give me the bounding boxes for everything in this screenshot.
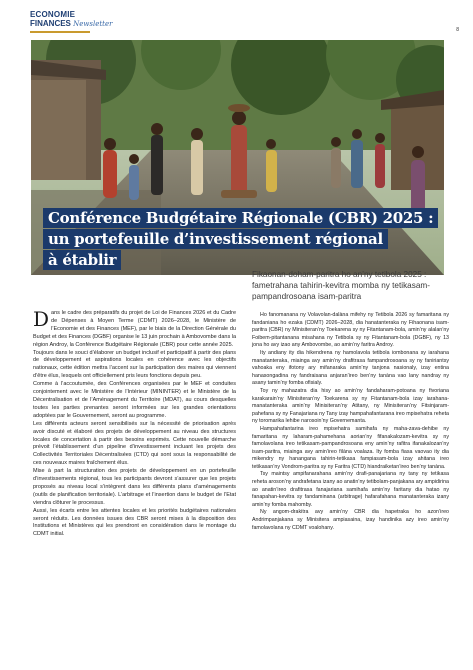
page-number: 8 [456,27,459,33]
french-paragraph: Aussi, les écarts entre les attentes locales et les priorités budgétaires nationales seront réduits. Les données issues des CBR seront mises à la disposition des Institutions et Ministères qui les prendront en considération dans le montage du CDMT initial. [33,507,236,538]
french-paragraph: Comme à l’accoutumée, des Conférences organisées par le MEF et conduites conjointement avec le Ministère de l’Intérieur (MININTER) et le Ministère de la Décentralisation et de l’Aménagement du Territoire (MDAT), au cours desquelles toutes les parties prenantes seront informées sur les grandes orientations adoptées par le Gouvernement, seront au programme. [33,381,236,419]
masthead [30,10,150,36]
french-paragraph: Les différents acteurs seront sensibilisés sur la nécessité de priorisation après avoir discuté et élaboré des projets de développement au niveau des structures locales de concertation à partir des besoins exprimés. Cette nouvelle démarche prévoit l’établissement d’un pipeline d’investissement incluant les projets des Collectivités Territoriales Décentralisées (CTD) qui sont sous la responsabilité de ces nouveaux maires fraîchement élus. [33,420,236,467]
malagasy-paragraph: Ny angom-drakitra avy amin’ny CBR dia hapetraka ho azon’ireo Andrimpanjakana sy Minisitera ampiasaina, izay handinika azy ireo amin’ny famolavolana ny CDMT voalohany. [252,509,449,531]
malagasy-article-body [252,312,449,532]
masthead-finances: FINANCES [30,19,71,28]
malagasy-article [252,269,449,532]
malagasy-paragraph: Tsy maintsy ampifanarahana amin’ny drafi-panajariana ny tany ny tetikasa reheta aroson’ny andrafetana izany ao anatin’ny tetibolam-panjakana ary ampidirina ao anatin’ireo drafitrasa fanajariana samihafa amin’ny faritany dia hatao ny fanapahan-kevitra sy fandaminana (arbitrage) hafarafahana manatanteraka izany amin’ny fomba mahomby. [252,471,449,508]
french-paragraph: Dans le cadre des préparatifs du projet de Loi de Finances 2026 et du Cadre de Dépenses à Moyen Terme (CDMT) 2026–2028, le Ministère de l’Economie et des Finances (MEF), par le biais de la Direction Générale du Budget et des Finances (DGBF) organise le 13 juin prochain à Ambovombe dans la région Androy, la Conférence Budgétaire Régionale (CBR) pour cette année 2025. [33,307,237,348]
headline-line-3: à établir [43,250,121,270]
masthead-rule [30,31,90,33]
malagasy-paragraph: Toy ny mahazatra dia hisy ao amin’ny fandaharam-potoana ny fivoriana karakarain’ny Minisiteran’ny Toekarena sy ny Fitantanam-bola izay iarahana-manatanteraka amin’ny Minisiteran’ny Atitany, ny Minisiteran’ny Fitsinjaram-pahefana sy ny Fanajariana ny Tany izay hampahafantarana ireo mpisehatra reheta ny toromarika lehibe narosoin’ny Governemanta. [252,387,449,425]
french-paragraph: Mise à part la structuration des projets de développement en un portefeuille d’investissements régional, tous les participants devront s’assurer que les projets proposés au niveau local s’intègrent dans les différents plans d’aménagements (outils de planification territoriale). L’arbitrage et l’insertion dans le budget de l’Etat viendra clôturer le processus. [33,468,236,506]
drop-cap: D [33,307,50,331]
malagasy-lead: Fikaonan-doham-paritra ho an’ny tetibola 2025 : fametrahana tahirin-kevitra momba ny tetikasam-pampandrosoana isam-paritra [252,270,430,301]
french-paragraph: Toujours dans le souci d’élaborer un budget inclusif et participatif à partir des plans de développement et aspirations locales en cohérence avec les objectifs nationaux, cette édition mettra l’accent sur la participation des maires qui viennent d’être élus, lesquels ont officiellement pris leurs fonctions depuis peu. [33,349,236,380]
masthead-title: ECONOMIE [30,10,76,19]
masthead-newsletter: Newsletter [73,20,113,28]
malagasy-paragraph: Hampahafantarina ireo mpisehatra samihafa ny maha-zava-dehibe ny famaritana ny laharam-pahamehana aorian’ny fifanakalozam-kevitra sy ny famolavolana ireo tetikasam-pampandrosoana eny amin’ny rafitra ifanakalozan’ny isam-paritra, miainga avy amin’ireo filàna voalaza. Ity fomba fiasa vaovao ity dia mikendry ny hanangana tahirin-tetikasa fampiasam-bola izay ahitana ireo tetikasan’ny Vondrom-paritra sy ny Faritra (CTD) hiandraiketan’ireo ben’ny tanàna. [252,425,449,470]
masthead-subtitle [30,19,112,28]
headline-line-1: Conférence Budgétaire Régionale (CBR) 2025 : [43,208,438,228]
headline-line-2: un portefeuille d’investissement régional [43,229,388,249]
malagasy-paragraph: Ity andiany ity dia hikendrena ny hamolavola tetibola iombonana sy iarahana manatanteraka, miainga avy amin’ny drafitrasa fampandrosoana sy ny faniriantsy vahoaka eny ifotony ary mifanaraka amin’ny tanjona nasionaly, izay entina hanasongadina ny fandraisana anjaran’ireo ben’ny tanàna vao lany nandray ny asany tamin’ny fomba ofisialy. [252,349,449,387]
malagasy-paragraph: Ho fanomanana ny Volavolan-dalàna mifehy ny Tetibola 2026 sy famaritana ny fandaniana ho ezaka (CDMT) 2026–2028, dia hanatanteraka ny Fihaonana isam-paritra (CBR) ny Minisiteran’ny Toekarena sy ny Fitantanam-bola, amin’ny alalan’ny Foibem-pitantanana misahana ny Tetibola sy ny Fitantanam-bola (DGBF), ny 13 jona ho avy izao any Ambovombe, ao amin’ny faritra Androy. [252,312,449,349]
article-headline [43,208,434,271]
french-article-body [33,307,237,539]
